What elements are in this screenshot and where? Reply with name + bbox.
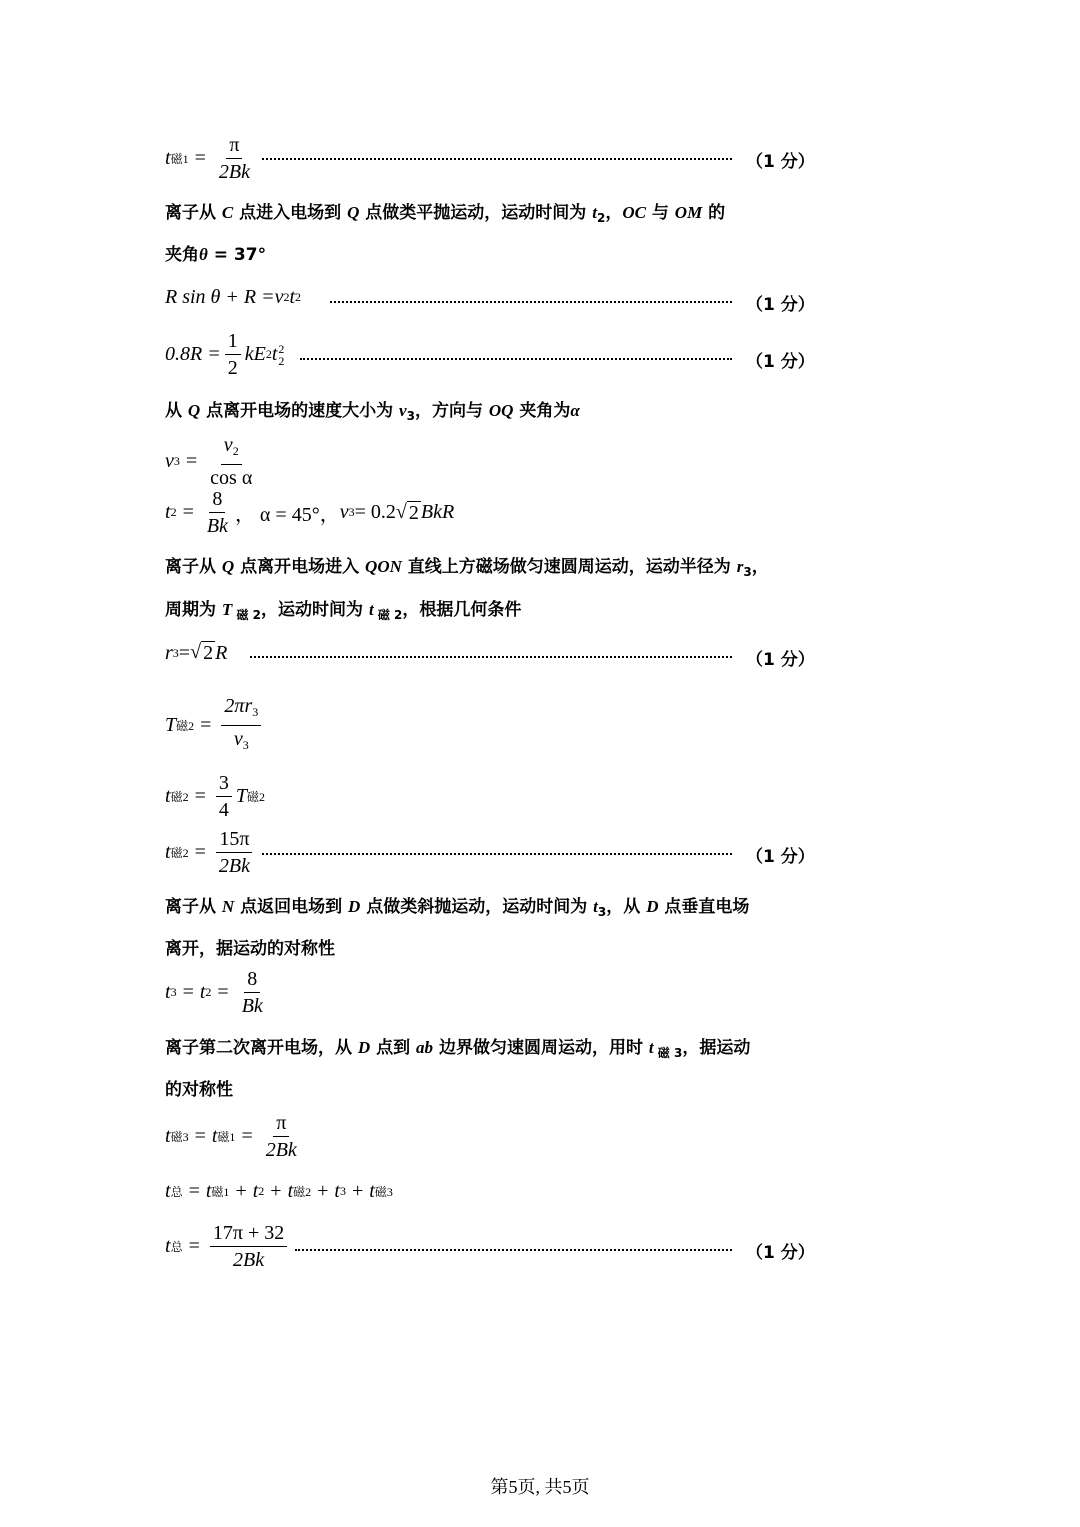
equation-t-total-sum: t 总 = t 磁1 + t 2 + t 磁2 + t 3 + t 磁3 [165, 1180, 393, 1202]
score-mark: （1 分） [746, 1243, 815, 1263]
leader-dots [250, 656, 732, 658]
paragraph-2: 夹角θ = 37° [165, 245, 267, 265]
score-mark: （1 分） [746, 847, 815, 867]
equation-t2: t 2 = $\frac{8}{Bk}$ ， α = 45°， v 3 = 0.2 √ 2 BkR [165, 488, 455, 537]
paragraph-4: 离子从 Q 点离开电场进入 QON 直线上方磁场做匀速圆周运动，运动半径为 $r_3$， [165, 557, 769, 579]
equation-t3: t 3 = t 2 = $\frac{8}{Bk}$ [165, 968, 263, 1017]
paragraph-3: 从 Q 点离开电场的速度大小为 $v_3$，方向与 OQ 夹角为α [165, 401, 580, 423]
page-footer: 第5页, 共5页 [490, 1477, 590, 1497]
paragraph-7: 离开，据运动的对称性 [165, 939, 335, 959]
score-mark: （1 分） [746, 352, 815, 372]
equation-t-ci2-frac: t 磁2 = $\frac{3}{4}$ T 磁2 [165, 772, 265, 821]
leader-dots [330, 301, 732, 303]
equation-t-total-value: t 总 = $\frac{17\pi + 32}{2Bk}$ [165, 1222, 291, 1271]
paragraph-5: 周期为 T $_{磁 2}$，运动时间为 t $_{磁 2}$，根据几何条件 [165, 600, 522, 622]
equation-rsin: R sin θ + R = v 2 t 2 [165, 286, 302, 308]
leader-dots [295, 1249, 732, 1251]
leader-dots [300, 358, 732, 360]
paragraph-1: 离子从 C 点进入电场到 Q 点做类平抛运动，运动时间为 $t_2$，OC 与 OM 的 [165, 203, 726, 225]
equation-t-ci1: t 磁1 = $\frac{\pi}{2Bk}$ [165, 134, 250, 183]
paragraph-9: 的对称性 [165, 1080, 233, 1100]
score-mark: （1 分） [746, 650, 815, 670]
paragraph-8: 离子第二次离开电场，从 D 点到 ab 边界做匀速圆周运动，用时 t $_{磁 3}$，据运动 [165, 1038, 751, 1060]
equation-T-ci2: T 磁2 = $\frac{2\pi r_3}{v_3}$ [165, 695, 265, 756]
equation-v3: v 3 = $\frac{v_2}{\text{cos α}}$ [165, 434, 253, 489]
leader-dots [262, 158, 732, 160]
equation-r3: r 3 = √ 2 R [165, 641, 228, 664]
equation-t-ci2-value: t 磁2 = $\frac{15\pi}{2Bk}$ [165, 828, 257, 877]
equation-t-ci3: t 磁3 = t 磁1 = $\frac{\pi}{2Bk}$ [165, 1112, 297, 1161]
equation-08R: 0.8R = $\frac{1}{2}$ kE 2 t 2 2 [165, 330, 285, 379]
score-mark: （1 分） [746, 152, 815, 172]
paragraph-6: 离子从 N 点返回电场到 D 点做类斜抛运动，运动时间为 $t_3$，从 D 点垂直电场 [165, 897, 750, 919]
score-mark: （1 分） [746, 295, 815, 315]
leader-dots [262, 853, 732, 855]
